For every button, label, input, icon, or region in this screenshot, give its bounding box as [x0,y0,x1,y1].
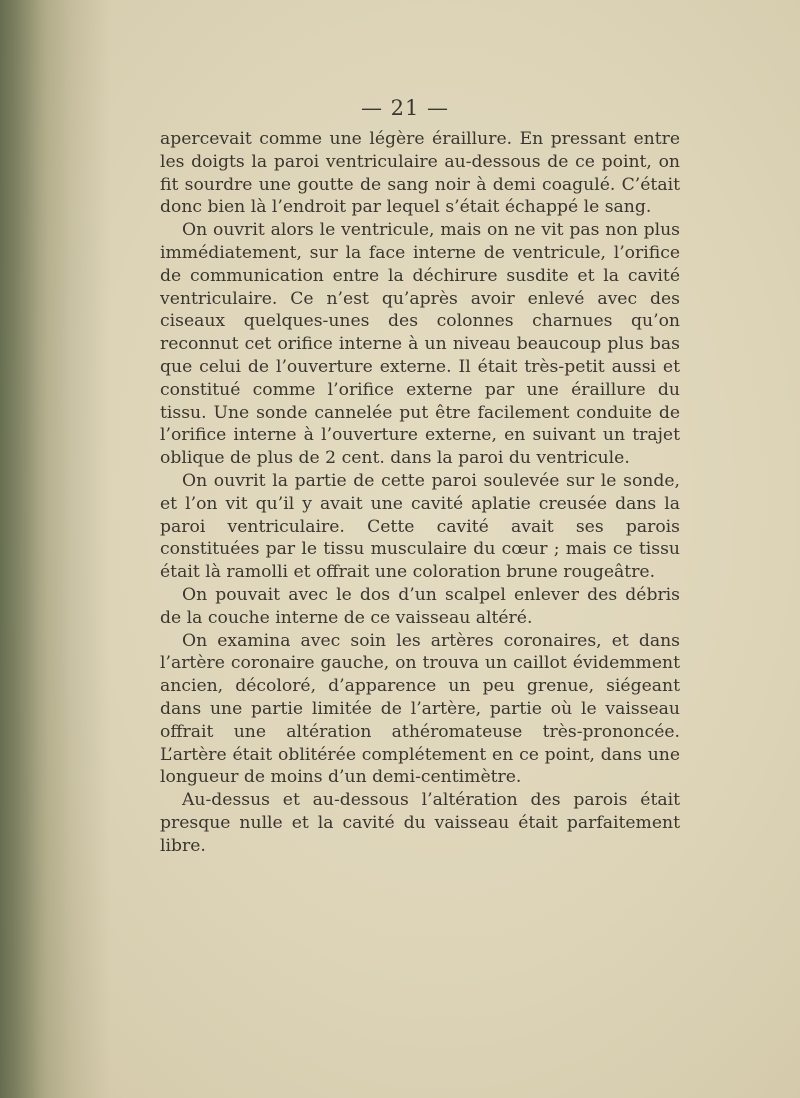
paragraph-1: apercevait comme une légère éraillure. En pressant entre les doigts la paroi ventriculaire au-dessous de ce point, on fit sourdre une goutte de sang noir à demi coagulé. C’était donc bien là l’endroit par lequel s’était échappé le sang. [160,129,680,218]
paragraph-2: On ouvrit alors le ventricule, mais on ne vit pas non plus immédiatement, sur la face interne de ventricule, l’orifice de communication entre la déchirure susdite et la cavité ventriculaire. Ce n’est qu’après avoir enlevé avec des ciseaux quelques-unes des colonnes charnues qu’on reconnut cet orifice interne à un niveau beaucoup plus bas que celui de l’ouverture externe. Il était très-petit aussi et constitué comme l’orifice externe par une éraillure du tissu. Une sonde cannelée put être facilement conduite de l’orifice interne à l’ouverture externe, en suivant un trajet oblique de plus de 2 cent. dans la paroi du ventricule. [160,220,680,469]
body-text [160,128,680,858]
page-spine-shadow [0,0,70,1098]
paragraph-6: Au-dessus et au-dessous l’altération des parois était presque nulle et la cavité du vaisseau était parfaitement libre. [160,790,680,856]
paragraph-3: On ouvrit la partie de cette paroi soulevée sur le sonde, et l’on vit qu’il y avait une cavité aplatie creusée dans la paroi ventriculaire. Cette cavité avait ses parois constituées par le tissu musculaire du cœur ; mais ce tissu était là ramolli et offrait une coloration brune rougeâtre. [160,470,680,583]
paragraph-5: On examina avec soin les artères coronaires, et dans l’artère coronaire gauche, on trouva un caillot évidemment ancien, décoloré, d’apparence un peu grenue, siégeant dans une partie limitée de l’artère, partie où le vaisseau offrait une altération athéromateuse très-prononcée. L’artère était oblitérée complétement en ce point, dans une longueur de moins d’un demi-centimètre. [160,630,680,788]
paragraph-4: On pouvait avec le dos d’un scalpel enlever des débris de la couche interne de ce vaisseau altéré. [160,584,680,628]
page-number: — 21 — [360,96,450,120]
